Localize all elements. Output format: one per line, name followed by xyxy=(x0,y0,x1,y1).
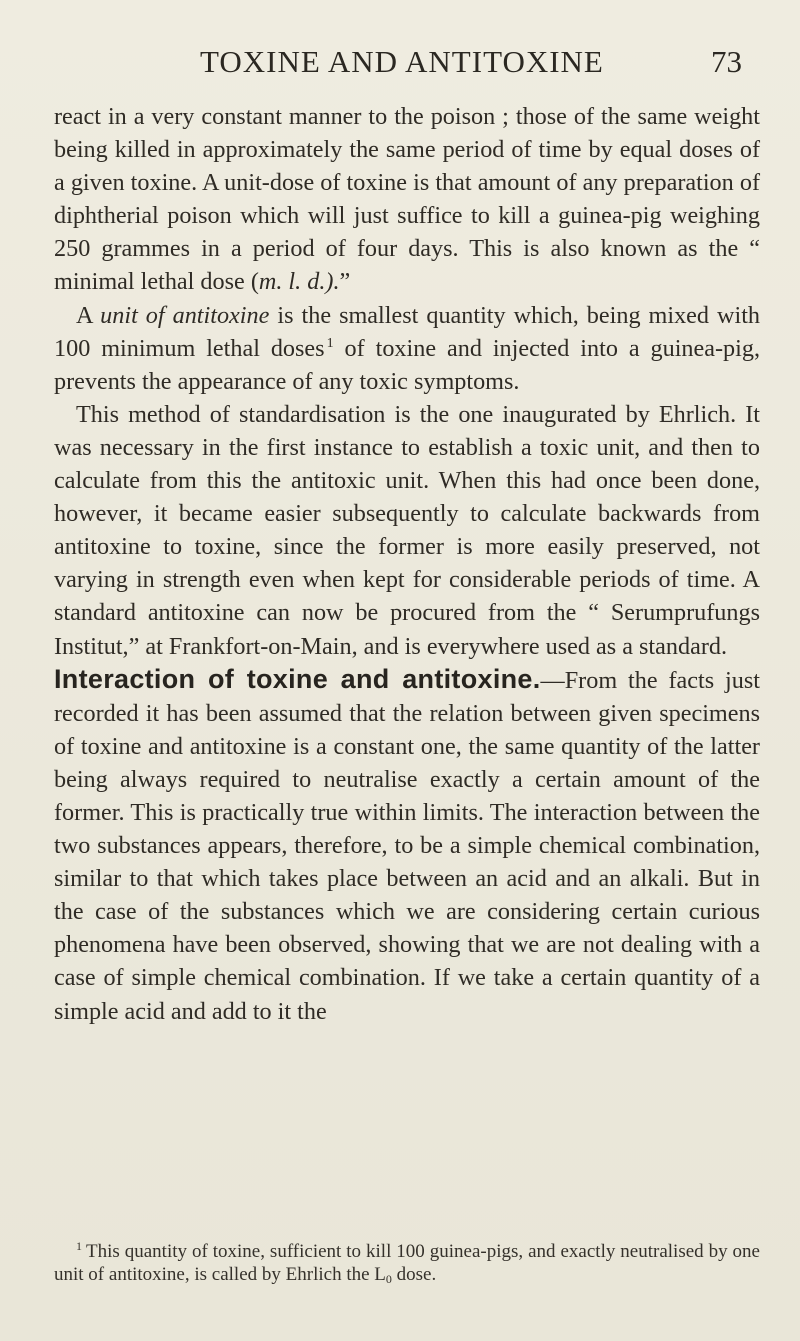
unit-of-antitoxine-term: unit of antitoxine xyxy=(100,301,270,329)
paragraph-1 xyxy=(54,100,760,299)
mld-abbreviation: m. l. d.). xyxy=(258,268,340,296)
paragraph-2-text-a: is the smallest quantity which, being mixed with 100 minimum lethal doses xyxy=(54,301,761,362)
section-heading: Interaction of toxine and antitoxine. xyxy=(54,663,541,694)
footnote-text: This quantity of toxine, sufficient to kill 100 guinea-pigs, and exactly neutralised by one unit of antitoxine, is called by Ehrlich the L xyxy=(54,1241,760,1285)
body-text xyxy=(54,100,760,1028)
paragraph-4 xyxy=(54,663,760,1028)
footnote-mark: 1 xyxy=(76,1239,82,1253)
page-header xyxy=(0,44,800,84)
footnote-reference: 1 xyxy=(326,335,334,351)
running-head: TOXINE AND ANTITOXINE xyxy=(200,44,604,79)
footnote xyxy=(54,1240,760,1291)
paragraph-2-text-b: of toxine and injected into a guinea-pig, prevents the appearance of any toxic symptoms. xyxy=(54,334,760,395)
paragraph-2-lead: A xyxy=(76,301,101,329)
paragraph-3: This method of standardisation is the one inaugurated by Ehrlich. It was necessary in the first instance to establish a toxic unit, and then to calculate from this the antitoxic unit. When this had once been done, however, it became easier subsequently to calculate backwards from antitoxine to toxine, since the former is more easily preserved, not varying in strength even when kept for considerable periods of time. A standard antitoxine can now be procured from the “ Serumprufungs Institut,” at Frankfort-on-Main, and is everywhere used as a standard. xyxy=(54,400,760,660)
paragraph-2 xyxy=(54,299,760,398)
footnote-subscript: 0 xyxy=(385,1272,392,1286)
page-number: 73 xyxy=(711,44,742,79)
footnote-tail: dose. xyxy=(391,1264,437,1285)
paragraph-1-text: react in a very constant manner to the poison ; those of the same weight being killed in approximately the same period of time by equal doses of a given toxine. A unit-dose of toxine is that amount of any preparation of diphtherial poison which will just suffice to kill a guinea-pig weighing 250 grammes in a period of four days. This is also known as the “ minimal lethal dose ( xyxy=(54,103,760,296)
paragraph-1-close-quote: ” xyxy=(339,268,351,296)
paragraph-4-text: —From the facts just recorded it has been assumed that the relation between given specimens of toxine and antitoxine is a constant one, the same quantity of the latter being always required to neutralise exactly a certain amount of the former. This is practically true within limits. The interaction between the two substances appears, therefore, to be a simple chemical combination, similar to that which takes place between an acid and an alkali. But in the case of the substances which we are considering certain curious phenomena have been observed, showing that we are not dealing with a case of simple chemical combination. If we take a certain quantity of a simple acid and add to it the xyxy=(54,666,760,1025)
